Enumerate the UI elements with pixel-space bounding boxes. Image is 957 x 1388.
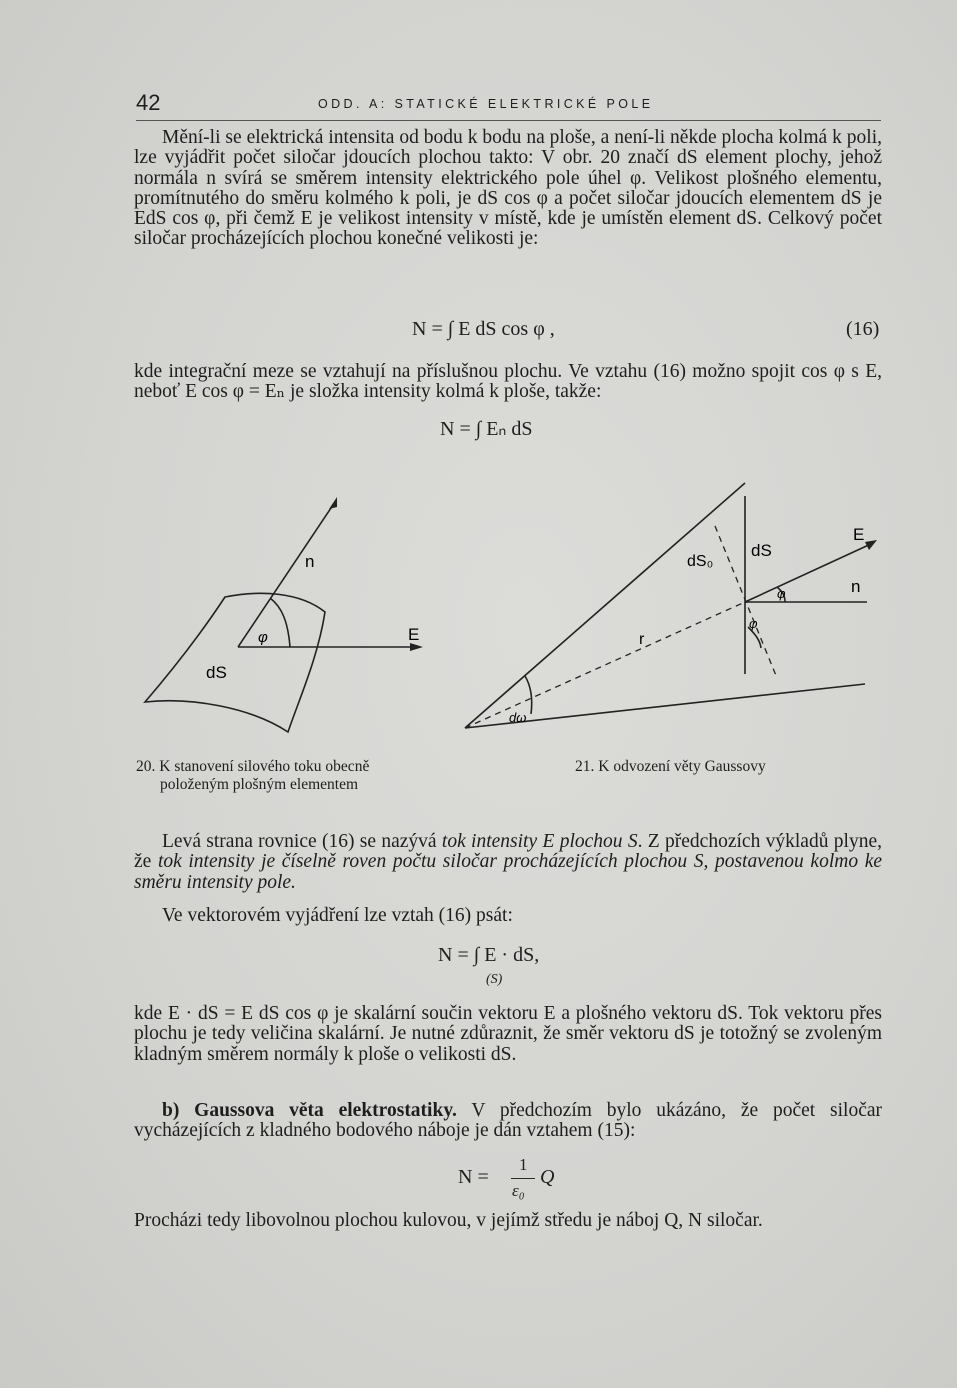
- equation-16-number: (16): [846, 318, 880, 340]
- paragraph-gauss-theorem: [134, 1101, 882, 1142]
- label-dS: dS: [206, 663, 227, 682]
- flux-term: tok intensity E plochou S: [441, 831, 638, 852]
- domega-arc: [525, 676, 532, 714]
- label-phi-upper: φ: [777, 586, 786, 601]
- equation-16: N = ∫ E dS cos φ ,: [412, 318, 555, 340]
- flux-definition-italic: tok intensity je číselně roven počtu siločar procházejících plochou S, postavenou kolmo ke směru intensity pole.: [134, 851, 882, 893]
- paragraph-sphere-conclusion: Procházi tedy libovolnou plochou kulovou, v jejímž středu je náboj Q, N siločar.: [134, 1210, 763, 1231]
- page-number: 42: [136, 90, 161, 115]
- label-E: E: [853, 525, 865, 544]
- label-n: n: [851, 577, 861, 596]
- cone-upper-edge: [465, 483, 745, 728]
- paragraph-integration-limits: kde integrační meze se vztahují na příslušnou plochu. Ve vztahu (16) možno spojit cos φ s E, neboť E cos φ = Eₙ je složka intensity kolmá k ploše, takže:: [134, 361, 882, 403]
- normal-arrowhead: [329, 497, 337, 509]
- label-phi: φ: [258, 629, 268, 646]
- figure-20-caption-line2: položeným plošným elementem: [160, 776, 359, 793]
- radius-r-line: [465, 602, 745, 728]
- field-arrowhead: [410, 643, 423, 651]
- label-dS0: dS₀: [687, 553, 714, 570]
- angle-arc: [270, 598, 290, 647]
- figure-20-caption-line1: 20. K stanovení silového toku obecně: [136, 758, 370, 775]
- label-dS: dS: [751, 541, 772, 560]
- equation-gauss-denominator: ε₀: [512, 1181, 525, 1200]
- running-title: ODD. A: STATICKÉ ELEKTRICKÉ POLE: [318, 97, 654, 111]
- page-header: [136, 90, 881, 121]
- field-E-arrowhead: [865, 540, 877, 550]
- equation-gauss-left: N =: [458, 1166, 489, 1188]
- surface-element-outline: [145, 593, 325, 732]
- label-n: n: [305, 552, 315, 571]
- gauss-heading: b) Gaussova věta elektrostatiky.: [162, 1100, 457, 1121]
- label-phi-lower: φ: [749, 616, 758, 631]
- paragraph-flux-intro: Mění-li se elektrická intensita od bodu k bodu na ploše, a není-li někde plocha kolmá k poli, lze vyjádřit počet siločar jdoucích plochou takto: V obr. 20 značí dS element plochy, jehož normála n svírá se směrem intensity elektrického pole úhel φ. Velikost plošného elementu, promítnutého do směru kolmého k poli, je dS cos φ a počet siločar jdoucích elementem dS je EdS cos φ, při čemž E je velikost intensity v místě, kde je umístěn element dS. Celkový počet siločar procházejících plochou konečné velikosti je:: [134, 127, 882, 250]
- fraction-bar: [511, 1178, 535, 1179]
- equation-vector-flux: N = ∫ E · dS,: [438, 944, 540, 966]
- figure-20-caption: [136, 758, 369, 794]
- figure-21-diagram: [455, 478, 895, 740]
- figure-20-diagram: [140, 492, 440, 742]
- equation-normal-component: N = ∫ Eₙ dS: [440, 418, 533, 440]
- label-r: r: [639, 631, 645, 648]
- gauss-intro-text: V předchozím bylo ukázáno, že počet siločar vycházejících z kladného bodového náboje je dán vztahem (15):: [134, 1100, 882, 1142]
- figure-21-caption: 21. K odvození věty Gaussovy: [575, 758, 766, 775]
- label-domega: dω: [509, 710, 527, 725]
- paragraph-scalar-product: kde E · dS = E dS cos φ je skalární součin vektoru E a plošného vektoru dS. Tok vektoru přes plochu je tedy veličina skalární. Je nutné zdůraznit, že směr vektoru dS je totožný se zvoleným kladným směrem normály k ploše o velikosti dS.: [134, 1003, 882, 1065]
- equation-gauss-numerator: 1: [519, 1155, 528, 1174]
- flux-definition-intro: Levá strana rovnice (16) se nazývá: [162, 831, 442, 852]
- flux-definition-mid: . Z předchozích výkladů plyne, že: [134, 831, 882, 873]
- equation-gauss-right: Q: [540, 1166, 555, 1188]
- label-E: E: [408, 625, 420, 644]
- equation-vector-flux-limit: (S): [486, 972, 503, 987]
- paragraph-flux-definition: [134, 832, 882, 893]
- paragraph-vector-form: Ve vektorovém vyjádření lze vztah (16) psát:: [162, 905, 513, 926]
